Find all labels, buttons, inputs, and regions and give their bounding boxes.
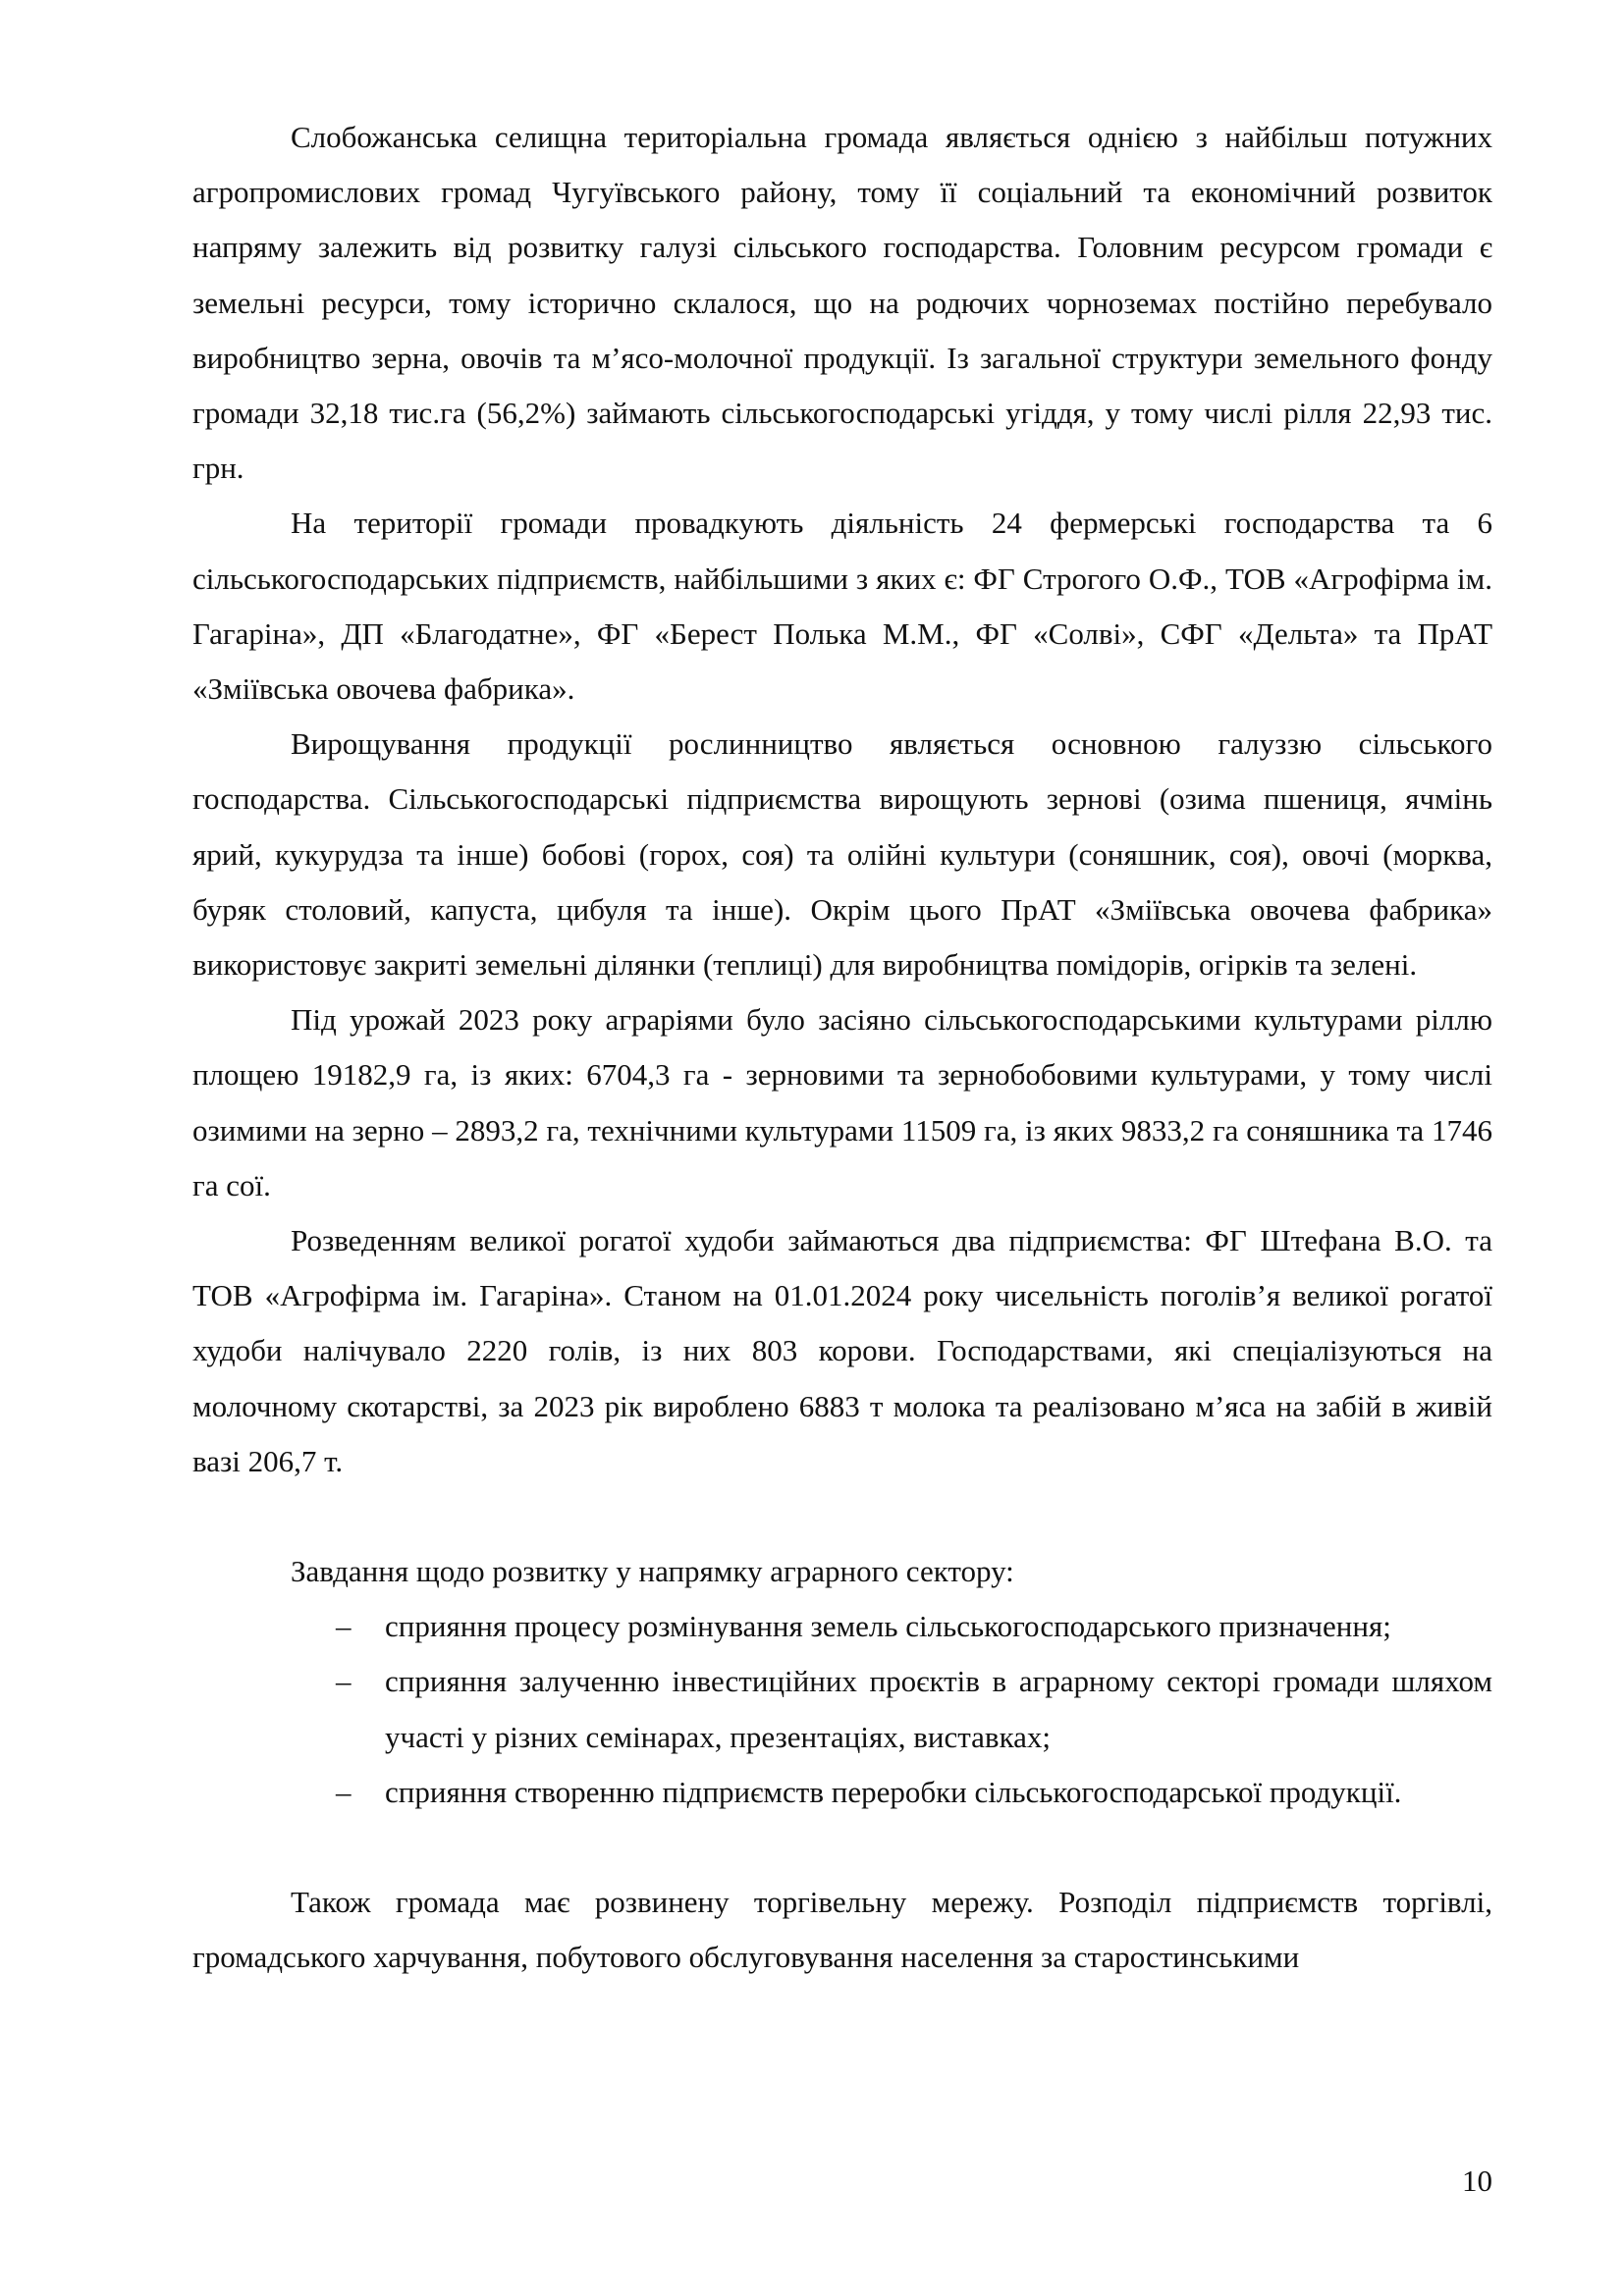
paragraph-trade-network: Також громада має розвинену торгівельну мережу. Розподіл підприємств торгівлі, громадського харчування, побутового обслуговування населення за старостинськими <box>192 1885 1492 1975</box>
spacer <box>192 1820 1492 1875</box>
dash-bullet: – <box>336 1664 352 1699</box>
page-number: 10 <box>1462 2163 1492 2198</box>
task-text: сприяння залученню інвестиційних проєктів в аграрному секторі громади шляхом участі у різних семінарах, презентаціях, виставках; <box>385 1664 1492 1754</box>
paragraph-livestock: Розведенням великої рогатої худоби займаються два підприємства: ФГ Штефана В.О. та ТОВ «Агрофірма ім. Гагаріна». Станом на 01.01.2024 року чисельність поголів’я великої рогатої худоби налічувало 2220 голів, із них 803 корови. Господарствами, які спеціалізуються на молочному скотарстві, за 2023 рік вироблено 6883 т молока та реалізовано м’яса на забій в живій вазі 206,7 т. <box>192 1223 1492 1478</box>
task-text: сприяння процесу розмінування земель сільськогосподарського призначення; <box>385 1609 1391 1644</box>
dash-bullet: – <box>336 1774 352 1809</box>
paragraph-crop-production: Вирощування продукції рослинництво являється основною галуззю сільського господарства. Сільськогосподарські підприємства вирощують зернові (озима пшениця, ячмінь ярий, кукурудза та інше) бобові (горох, соя) та олійні культури (соняшник, соя), овочі (морква, буряк столовий, капуста, цибуля та інше). Окрім цього ПрАТ «Зміївська овочева фабрика» використовує закриті земельні ділянки (теплиці) для виробництва помідорів, огірків та зелені. <box>192 726 1492 983</box>
spacer <box>192 1489 1492 1544</box>
paragraph-harvest-2023: Під урожай 2023 року аграріями було засіяно сільськогосподарськими культурами ріллю площею 19182,9 га, із яких: 6704,3 га - зерновими та зернобобовими культурами, у тому числі озимими на зерно – 2893,2 га, технічними культурами 11509 га, із яких 9833,2 га соняшника та 1746 га сої. <box>192 1002 1492 1202</box>
list-item <box>336 1765 1492 1820</box>
list-item <box>336 1654 1492 1764</box>
task-text: сприяння створенню підприємств переробки сільськогосподарської продукції. <box>385 1774 1402 1809</box>
paragraph-agro-community: Слобожанська селищна територіальна громада являється однією з найбільш потужних агропромислових громад Чугуївського району, тому її соціальний та економічний розвиток напряму залежить від розвитку галузі сільського господарства. Головним ресурсом громади є земельні ресурси, тому історично склалося, що на родючих чорноземах постійно перебувало виробництво зерна, овочів та м’ясо-молочної продукції. Із загальної структури земельного фонду громади 32,18 тис.га (56,2%) займають сільськогосподарські угіддя, у тому числі рілля 22,93 тис. грн. <box>192 120 1492 486</box>
tasks-heading: Завдання щодо розвитку у напрямку аграрного сектору: <box>291 1554 1014 1589</box>
dash-bullet: – <box>336 1609 352 1644</box>
paragraph-farms: На території громади провадкують діяльність 24 фермерські господарства та 6 сільськогосподарських підприємств, найбільшими з яких є: ФГ Строгого О.Ф., ТОВ «Агрофірма ім. Гагаріна», ДП «Благодатне», ФГ «Берест Полька М.М., ФГ «Солві», СФГ «Дельта» та ПрАТ «Зміївська овочева фабрика». <box>192 506 1492 707</box>
document-page <box>192 110 1492 1986</box>
tasks-list <box>192 1599 1492 1820</box>
list-item <box>336 1599 1492 1654</box>
